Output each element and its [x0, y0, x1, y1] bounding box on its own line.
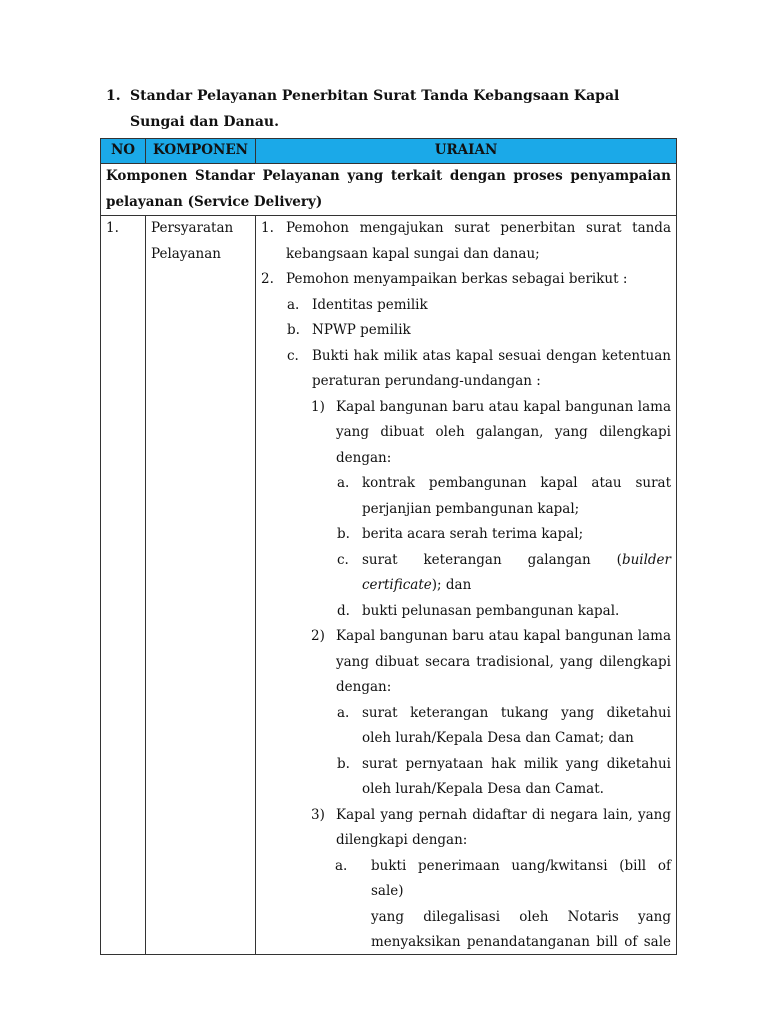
list-item [261, 701, 671, 752]
list-item [261, 267, 671, 293]
list-marker: b. [337, 526, 350, 542]
list-marker: a. [337, 704, 350, 721]
list-text-line: bukti penerimaan uang/kwitansi (bill of sale) [371, 857, 671, 899]
table-row [101, 216, 677, 955]
list-text: Identitas pemilik [312, 296, 428, 313]
list-marker: a. [337, 475, 350, 491]
list-text: Pemohon menyampaikan berkas sebagai berikut : [286, 271, 628, 287]
list-item [261, 548, 671, 599]
list-item [261, 344, 671, 395]
list-marker: 1. [261, 220, 274, 236]
list-text: bukti pelunasan pembangunan kapal. [362, 602, 620, 619]
list-item [261, 854, 671, 955]
list-marker: b. [337, 755, 350, 772]
list-marker: c. [287, 347, 299, 364]
list-marker: 2. [261, 271, 274, 287]
list-marker: 3) [311, 806, 325, 823]
list-marker: a. [335, 857, 348, 874]
list-item [261, 803, 671, 854]
service-standard-table [100, 138, 677, 955]
row-number: 1. [101, 216, 146, 955]
list-text: NPWP pemilik [312, 322, 411, 338]
heading-number: 1. [106, 88, 121, 104]
list-item [261, 293, 671, 319]
section-band-text: Komponen Standar Pelayanan yang terkait dengan proses penyampaian pelayanan (Service Delivery) [101, 164, 677, 216]
list-text: surat keterangan tukang yang diketahui oleh lurah/Kepala Desa dan Camat; dan [362, 704, 671, 746]
list-marker: 1) [311, 398, 325, 415]
list-text-line: yang dilegalisasi oleh Notaris yang [371, 908, 671, 925]
list-item [261, 318, 671, 344]
list-text: Kapal yang pernah didaftar di negara lain, yang dilengkapi dengan: [336, 806, 671, 848]
list-item [261, 752, 671, 803]
header-no: NO [101, 139, 146, 164]
list-marker: a. [287, 296, 300, 313]
list-item [261, 216, 671, 267]
section-band-row [101, 164, 677, 216]
list-text-line: menyaksikan penandatanganan bill of sale [371, 934, 671, 950]
list-text: Kapal bangunan baru atau kapal bangunan lama yang dibuat oleh galangan, yang dilengkapi dengan: [336, 398, 671, 466]
list-marker: b. [287, 322, 300, 338]
row-component: Persyaratan Pelayanan [146, 216, 256, 955]
row-description [256, 216, 677, 955]
list-marker: c. [337, 551, 349, 568]
list-item [261, 522, 671, 548]
list-text: surat pernyataan hak milik yang diketahui oleh lurah/Kepala Desa dan Camat. [362, 755, 671, 797]
list-text-before: surat keterangan galangan ( [362, 551, 622, 568]
list-text-after: ); dan [431, 577, 472, 593]
header-komponen: KOMPONEN [146, 139, 256, 164]
list-item [261, 395, 671, 472]
list-text: Pemohon mengajukan surat penerbitan surat tanda kebangsaan kapal sungai dan danau; [286, 220, 671, 262]
list-item [261, 471, 671, 522]
list-text: kontrak pembangunan kapal atau surat perjanjian pembangunan kapal; [362, 475, 671, 517]
header-uraian: URAIAN [256, 139, 677, 164]
list-item [261, 599, 671, 625]
list-text: berita acara serah terima kapal; [362, 526, 584, 542]
list-text-italic: builder certificate [362, 551, 671, 593]
list-text: Kapal bangunan baru atau kapal bangunan lama yang dibuat secara tradisional, yang dilengkapi dengan: [336, 628, 671, 695]
list-marker: 2) [311, 628, 325, 644]
document-heading [106, 84, 676, 135]
list-marker: d. [337, 602, 350, 619]
list-text: Bukti hak milik atas kapal sesuai dengan ketentuan peraturan perundang-undangan : [312, 347, 671, 389]
list-item [261, 624, 671, 701]
heading-title: Standar Pelayanan Penerbitan Surat Tanda Kebangsaan Kapal Sungai dan Danau. [130, 88, 620, 130]
table-header-row [101, 139, 677, 164]
